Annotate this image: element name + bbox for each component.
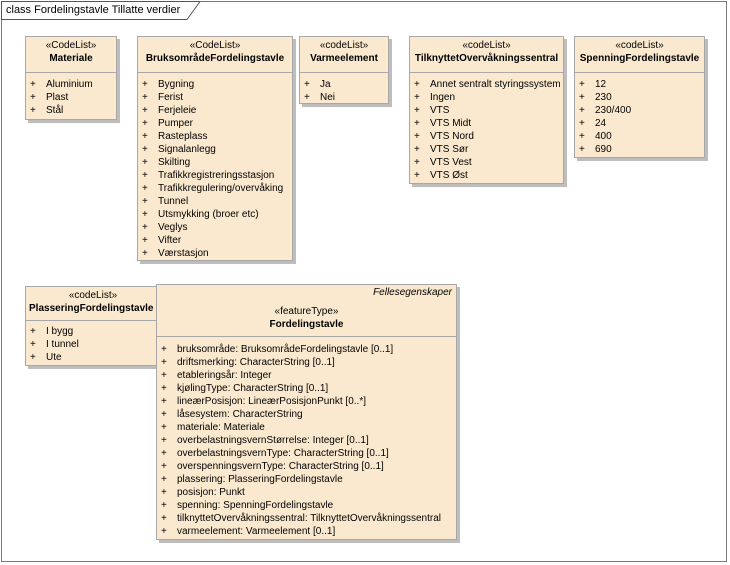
visibility-plus-icon: + [161, 396, 167, 407]
visibility-plus-icon: + [142, 248, 148, 259]
attribute-item [26, 104, 116, 117]
attribute-text: tilknyttetOvervåkningssentral: TilknyttetOvervåkningssentral [177, 513, 441, 524]
attribute-text: spenning: SpenningFordelingstavle [177, 500, 334, 511]
visibility-plus-icon: + [142, 183, 148, 194]
visibility-plus-icon: + [414, 92, 420, 103]
visibility-plus-icon: + [30, 79, 36, 90]
attribute-item [26, 351, 160, 364]
visibility-plus-icon: + [304, 79, 310, 90]
attribute-item [575, 78, 704, 91]
attribute-item [410, 91, 563, 104]
attribute-text: Stål [46, 105, 64, 116]
attribute-text: Trafikkregulering/overvåking [158, 183, 284, 194]
visibility-plus-icon: + [161, 526, 167, 537]
visibility-plus-icon: + [414, 144, 420, 155]
class-materiale[interactable] [25, 36, 117, 120]
visibility-plus-icon: + [161, 448, 167, 459]
attribute-text: 400 [595, 131, 612, 142]
attribute-item [138, 156, 292, 169]
attribute-text: overbelastningsvernType: CharacterString [0..1] [177, 448, 389, 459]
attribute-item [157, 395, 456, 408]
attribute-text: 24 [595, 118, 607, 129]
attribute-text: Plast [46, 92, 69, 103]
attribute-text: kjølingType: CharacterString [0..1] [177, 383, 329, 394]
attribute-text: VTS [430, 105, 450, 116]
visibility-plus-icon: + [142, 144, 148, 155]
attribute-list [26, 321, 160, 364]
attribute-text: VTS Nord [430, 131, 474, 142]
visibility-plus-icon: + [579, 118, 585, 129]
visibility-plus-icon: + [30, 326, 36, 337]
class-bruksomrade-fordelingstavle[interactable] [137, 36, 293, 261]
attribute-text: I tunnel [46, 339, 79, 350]
attribute-text: 230/400 [595, 105, 632, 116]
attribute-text: overspenningsvernType: CharacterString [0..1] [177, 461, 384, 472]
attribute-text: Ingen [430, 92, 456, 103]
attribute-item [138, 182, 292, 195]
class-stereotype: «codeList» [615, 40, 664, 51]
attribute-item [138, 143, 292, 156]
visibility-plus-icon: + [579, 144, 585, 155]
attribute-item [26, 91, 116, 104]
attribute-text: Nei [320, 92, 336, 103]
visibility-plus-icon: + [304, 92, 310, 103]
diagram-title: class Fordelingstavle Tillatte verdier [6, 4, 181, 16]
attribute-item [410, 130, 563, 143]
attribute-item [300, 78, 388, 91]
attribute-item [410, 169, 563, 182]
visibility-plus-icon: + [161, 344, 167, 355]
attribute-item [138, 130, 292, 143]
class-fordelingstavle[interactable] [156, 284, 457, 540]
attribute-text: Trafikkregistreringsstasjon [158, 170, 275, 181]
visibility-plus-icon: + [161, 474, 167, 485]
attribute-text: 230 [595, 92, 612, 103]
attribute-item [157, 512, 456, 525]
attribute-item [138, 208, 292, 221]
visibility-plus-icon: + [414, 157, 420, 168]
attribute-list [26, 73, 116, 117]
attribute-text: VTS Midt [430, 118, 472, 129]
class-stereotype: «CodeList» [189, 40, 241, 51]
attribute-text: overbelastningsvernStørrelse: Integer [0..1] [177, 435, 369, 446]
visibility-plus-icon: + [579, 92, 585, 103]
visibility-plus-icon: + [414, 131, 420, 142]
visibility-plus-icon: + [30, 352, 36, 363]
class-name: BruksområdeFordelingstavle [145, 53, 285, 64]
visibility-plus-icon: + [161, 409, 167, 420]
attribute-text: Signalanlegg [158, 144, 216, 155]
attribute-item [26, 325, 160, 338]
attribute-text: driftsmerking: CharacterString [0..1] [177, 357, 335, 368]
attribute-item [157, 408, 456, 421]
attribute-item [410, 104, 563, 117]
attribute-text: Vifter [158, 235, 182, 246]
attribute-text: Rasteplass [158, 131, 208, 142]
class-stereotype: «CodeList» [45, 40, 97, 51]
attribute-text: plassering: PlasseringFordelingstavle [177, 474, 343, 485]
visibility-plus-icon: + [30, 339, 36, 350]
attribute-text: låsesystem: CharacterString [177, 409, 303, 420]
attribute-list [410, 73, 563, 182]
visibility-plus-icon: + [142, 170, 148, 181]
attribute-item [157, 525, 456, 538]
attribute-item [410, 156, 563, 169]
class-stereotype: «codeList» [68, 290, 118, 301]
attribute-item [157, 382, 456, 395]
attribute-list [138, 73, 292, 260]
visibility-plus-icon: + [161, 435, 167, 446]
class-varmeelement[interactable] [299, 36, 389, 104]
visibility-plus-icon: + [161, 422, 167, 433]
attribute-item [575, 130, 704, 143]
class-name: PlasseringFordelingstavle [29, 303, 154, 314]
attribute-text: Pumper [158, 118, 194, 129]
class-name: SpenningFordelingstavle [579, 53, 700, 64]
attribute-item [157, 486, 456, 499]
attribute-item [157, 369, 456, 382]
attribute-item [157, 447, 456, 460]
attribute-item [157, 434, 456, 447]
attribute-text: Annet sentralt styringssystem [430, 79, 561, 90]
visibility-plus-icon: + [414, 170, 420, 181]
attribute-text: etableringsår: Integer [177, 370, 272, 381]
attribute-text: Ute [46, 352, 62, 363]
attribute-item [26, 338, 160, 351]
class-plassering-fordelingstavle[interactable] [25, 286, 161, 366]
attribute-text: lineærPosisjon: LineærPosisjonPunkt [0..*] [177, 396, 366, 407]
attribute-item [300, 91, 388, 104]
visibility-plus-icon: + [161, 461, 167, 472]
attribute-item [157, 343, 456, 356]
visibility-plus-icon: + [161, 513, 167, 524]
attribute-text: VTS Sør [430, 144, 469, 155]
attribute-item [157, 473, 456, 486]
attribute-text: 12 [595, 79, 607, 90]
attribute-item [138, 195, 292, 208]
visibility-plus-icon: + [414, 79, 420, 90]
attribute-text: Ja [320, 79, 331, 90]
attribute-text: Ferjeleie [158, 105, 197, 116]
class-tag: Fellesegenskaper [373, 287, 452, 298]
attribute-text: Aluminium [46, 79, 93, 90]
attribute-item [575, 117, 704, 130]
attribute-item [575, 143, 704, 156]
attribute-text: Værstasjon [158, 248, 209, 259]
visibility-plus-icon: + [161, 370, 167, 381]
attribute-item [138, 234, 292, 247]
attribute-text: I bygg [46, 326, 74, 337]
attribute-text: Ferist [158, 92, 183, 103]
visibility-plus-icon: + [142, 196, 148, 207]
attribute-list [300, 73, 388, 104]
attribute-text: Skilting [158, 157, 191, 168]
class-tilknyttet-overvakningssentral[interactable] [409, 36, 564, 184]
attribute-item [26, 78, 116, 91]
visibility-plus-icon: + [142, 105, 148, 116]
attribute-item [138, 78, 292, 91]
visibility-plus-icon: + [142, 118, 148, 129]
attribute-item [138, 91, 292, 104]
visibility-plus-icon: + [142, 131, 148, 142]
visibility-plus-icon: + [142, 235, 148, 246]
attribute-text: bruksområde: BruksområdeFordelingstavle [0..1] [177, 344, 394, 355]
visibility-plus-icon: + [30, 105, 36, 116]
attribute-text: Bygning [158, 79, 195, 90]
visibility-plus-icon: + [161, 500, 167, 511]
visibility-plus-icon: + [414, 118, 420, 129]
visibility-plus-icon: + [142, 79, 148, 90]
class-stereotype: «featureType» [274, 306, 339, 317]
attribute-item [157, 421, 456, 434]
visibility-plus-icon: + [142, 222, 148, 233]
class-name: Varmeelement [310, 53, 378, 64]
attribute-item [410, 143, 563, 156]
attribute-item [410, 117, 563, 130]
visibility-plus-icon: + [142, 157, 148, 168]
attribute-item [575, 91, 704, 104]
attribute-item [157, 460, 456, 473]
attribute-item [410, 78, 563, 91]
attribute-text: varmeelement: Varmeelement [0..1] [177, 526, 336, 537]
attribute-text: Veglys [158, 222, 188, 233]
attribute-text: VTS Øst [430, 170, 468, 181]
attribute-item [575, 104, 704, 117]
attribute-item [157, 499, 456, 512]
attribute-text: posisjon: Punkt [177, 487, 245, 498]
visibility-plus-icon: + [579, 131, 585, 142]
class-stereotype: «codeList» [319, 40, 369, 51]
attribute-item [138, 247, 292, 260]
visibility-plus-icon: + [161, 357, 167, 368]
attribute-item [138, 221, 292, 234]
attribute-item [138, 169, 292, 182]
attribute-text: VTS Vest [430, 157, 472, 168]
class-spenning-fordelingstavle[interactable] [574, 36, 705, 158]
attribute-item [138, 117, 292, 130]
attribute-list [575, 73, 704, 156]
visibility-plus-icon: + [161, 487, 167, 498]
visibility-plus-icon: + [142, 92, 148, 103]
visibility-plus-icon: + [579, 79, 585, 90]
attribute-text: Utsmykking (broer etc) [158, 209, 259, 220]
visibility-plus-icon: + [414, 105, 420, 116]
visibility-plus-icon: + [30, 92, 36, 103]
attribute-list [157, 337, 456, 538]
visibility-plus-icon: + [142, 209, 148, 220]
class-stereotype: «codeList» [462, 40, 511, 51]
attribute-text: 690 [595, 144, 612, 155]
visibility-plus-icon: + [161, 383, 167, 394]
attribute-text: Tunnel [158, 196, 189, 207]
attribute-item [138, 104, 292, 117]
visibility-plus-icon: + [579, 105, 585, 116]
attribute-text: materiale: Materiale [177, 422, 265, 433]
class-name: Materiale [49, 53, 93, 64]
class-name: Fordelingstavle [269, 319, 344, 330]
class-name: TilknyttetOvervåkningssentral [414, 53, 559, 64]
attribute-item [157, 356, 456, 369]
